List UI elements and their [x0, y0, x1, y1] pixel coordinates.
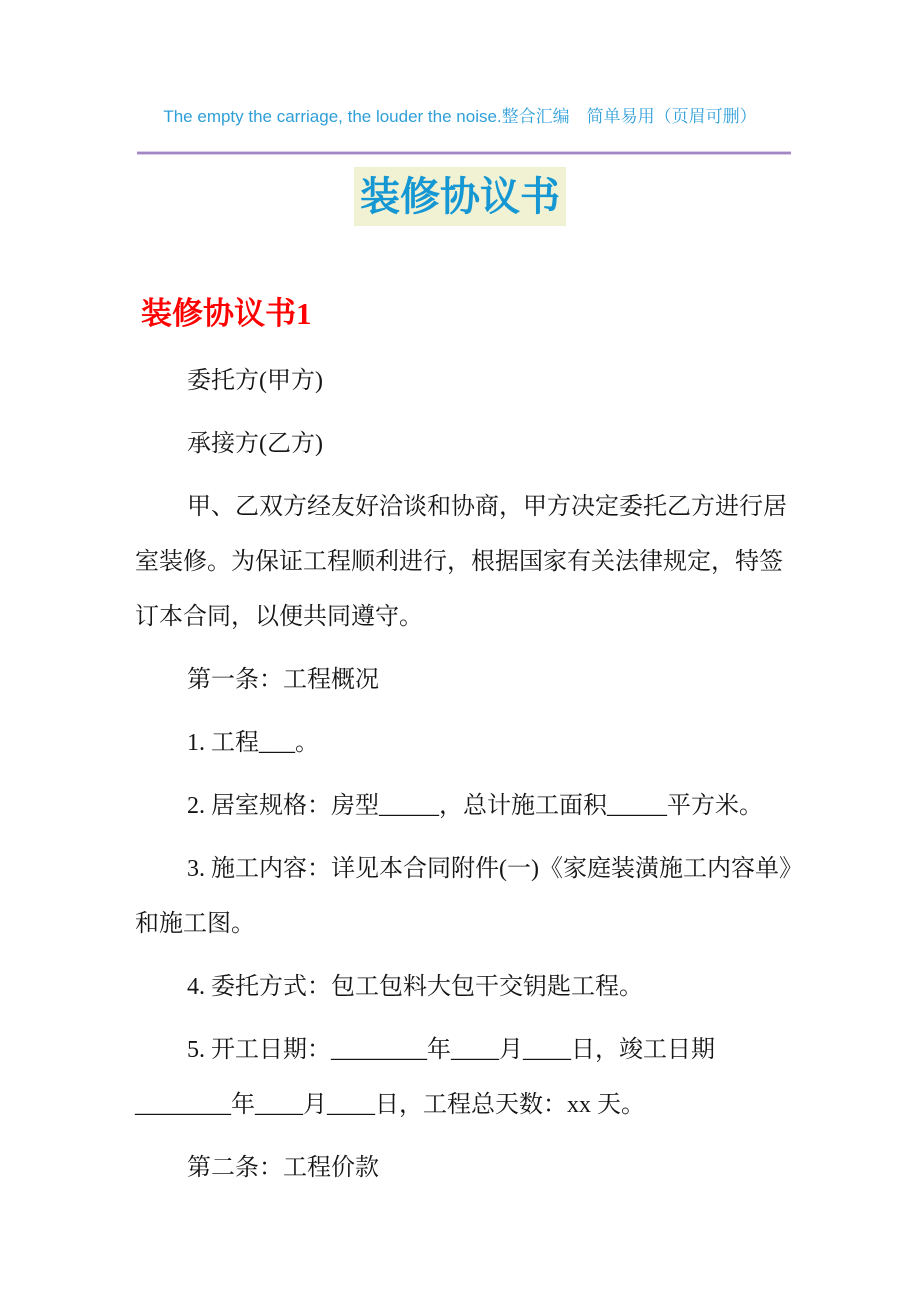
paragraph-article-1	[135, 653, 795, 708]
document-body	[135, 354, 803, 1204]
document-title: 装修协议书	[354, 167, 566, 226]
paragraph-item-1	[135, 716, 795, 771]
paragraph-item-4	[135, 960, 795, 1015]
header-divider	[137, 151, 791, 155]
paragraph-item-5	[135, 1023, 795, 1133]
paragraph-line: ________年____月____日，工程总天数：xx 天。	[135, 1092, 645, 1118]
paragraph-line: 委托方(甲方)	[187, 368, 323, 394]
paragraph-line: 甲、乙双方经友好洽谈和协商，甲方决定委托乙方进行居	[187, 494, 787, 520]
paragraph-article-2	[135, 1141, 795, 1196]
paragraph-line: 室装修。为保证工程顺利进行，根据国家有关法律规定，特签	[135, 549, 783, 575]
page-header-text: The empty the carriage, the louder the noise.整合汇编 简单易用（页眉可删）	[163, 107, 757, 126]
paragraph-line: 第二条：工程价款	[187, 1155, 379, 1181]
section-heading: 装修协议书1	[141, 296, 312, 331]
paragraph-line: 和施工图。	[135, 911, 255, 937]
paragraph-item-3	[135, 842, 803, 952]
paragraph-line: 1. 工程___。	[187, 730, 319, 756]
paragraph-party-a	[135, 354, 795, 409]
paragraph-line: 2. 居室规格：房型_____，总计施工面积_____平方米。	[187, 793, 763, 819]
paragraph-line: 3. 施工内容：详见本合同附件(一)《家庭装潢施工内容单》	[187, 856, 803, 882]
paragraph-line: 4. 委托方式：包工包料大包干交钥匙工程。	[187, 974, 643, 1000]
paragraph-line: 承接方(乙方)	[187, 431, 323, 457]
paragraph-party-b	[135, 417, 795, 472]
paragraph-line: 订本合同，以便共同遵守。	[135, 604, 423, 630]
paragraph-preamble	[135, 480, 795, 645]
paragraph-line: 5. 开工日期：________年____月____日，竣工日期	[187, 1037, 715, 1063]
paragraph-line: 第一条：工程概况	[187, 667, 379, 693]
paragraph-item-2	[135, 779, 795, 834]
